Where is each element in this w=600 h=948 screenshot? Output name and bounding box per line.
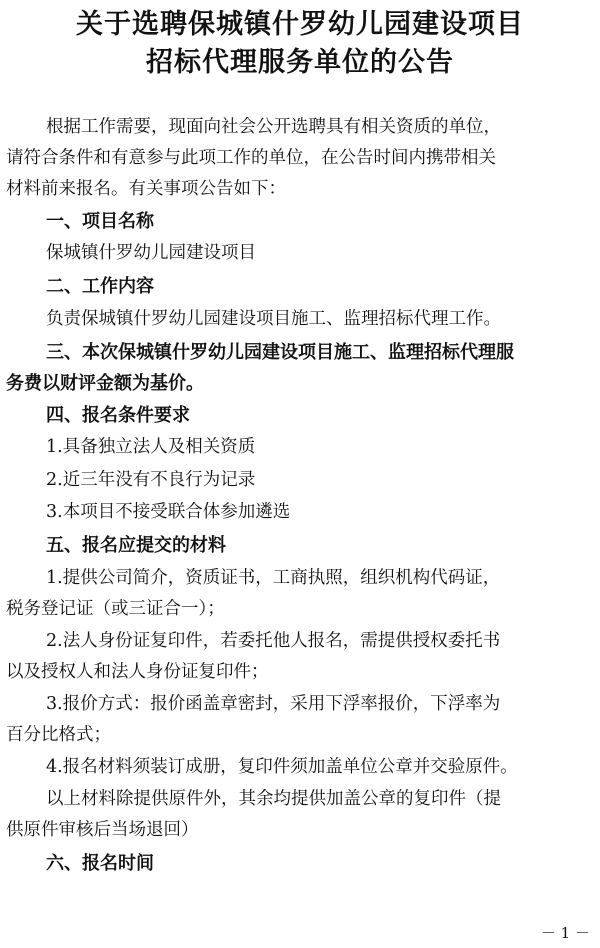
- material-2-line-1: 2.法人身份证复印件，若委托他人报名，需提供授权委托书: [46, 631, 501, 651]
- materials-note-line-1: 以上材料除提供原件外，其余均提供加盖公章的复印件（提: [46, 789, 501, 809]
- section-heading-4: 四、报名条件要求: [46, 405, 190, 426]
- intro-line-2: 请符合条件和有意参与此项工作的单位，在公告时间内携带相关: [6, 148, 496, 168]
- document-title-line-1: 关于选聘保城镇什罗幼儿园建设项目: [76, 9, 524, 40]
- requirement-3: 3.本项目不接受联合体参加遴选: [46, 502, 291, 522]
- requirement-2: 2.近三年没有不良行为记录: [46, 470, 256, 490]
- requirement-1: 1.具备独立法人及相关资质: [46, 437, 256, 457]
- section-heading-5: 五、报名应提交的材料: [46, 535, 226, 556]
- work-content: 负责保城镇什罗幼儿园建设项目施工、监理招标代理工作。: [46, 309, 501, 329]
- document-title-line-2: 招标代理服务单位的公告: [146, 47, 454, 78]
- section-heading-2: 二、工作内容: [46, 276, 154, 297]
- project-name: 保城镇什罗幼儿园建设项目: [46, 243, 256, 263]
- material-3-line-2: 百分比格式；: [6, 725, 111, 745]
- material-3-line-1: 3.报价方式：报价函盖章密封，采用下浮率报价，下浮率为: [46, 694, 501, 714]
- material-1-line-1: 1.提供公司简介，资质证书，工商执照，组织机构代码证，: [46, 568, 501, 588]
- material-2-line-2: 以及授权人和法人身份证复印件；: [6, 662, 269, 682]
- section-heading-6: 六、报名时间: [46, 853, 154, 874]
- intro-line-3: 材料前来报名。有关事项公告如下：: [6, 179, 286, 199]
- page-number: － 1 －: [540, 924, 590, 942]
- section-heading-3: 三、本次保城镇什罗幼儿园建设项目施工、监理招标代理服: [46, 342, 514, 363]
- material-1-line-2: 税务登记证（或三证合一）；: [6, 599, 225, 619]
- materials-note-line-2: 供原件审核后当场退回）: [6, 820, 199, 840]
- section-heading-3-cont: 务费以财评金额为基价。: [6, 373, 204, 394]
- intro-line-1: 根据工作需要，现面向社会公开选聘具有相关资质的单位，: [46, 117, 501, 137]
- section-heading-1: 一、项目名称: [46, 211, 154, 232]
- material-4: 4.报名材料须装订成册，复印件须加盖单位公章并交验原件。: [46, 757, 518, 777]
